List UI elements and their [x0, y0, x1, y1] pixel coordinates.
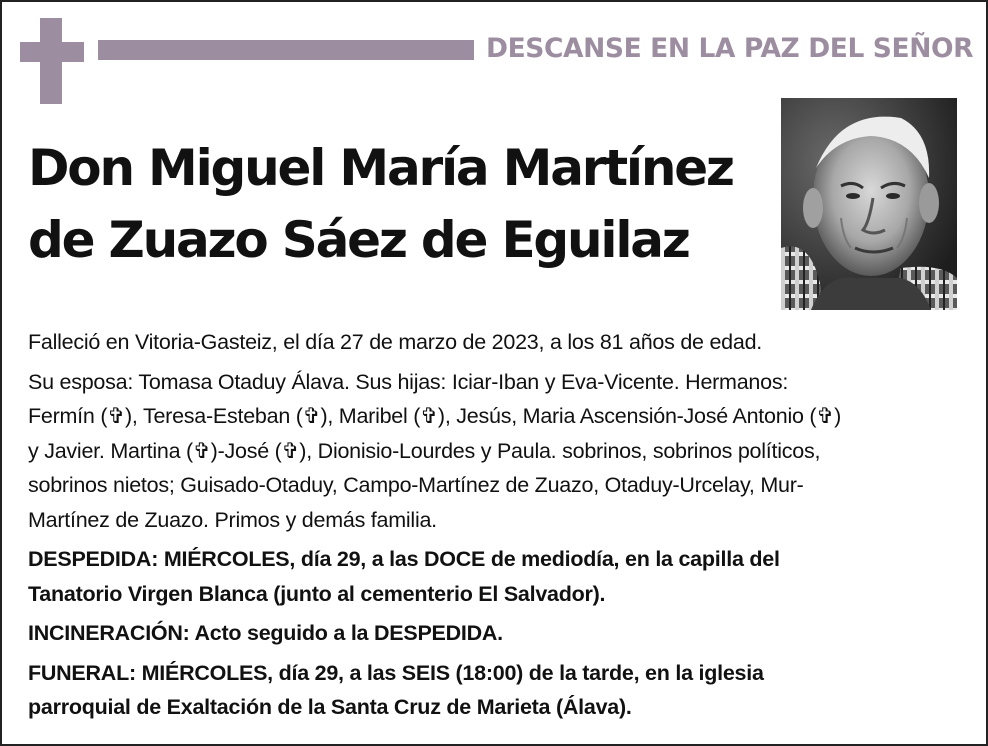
portrait-photo — [781, 98, 957, 310]
header-title: DESCANSE EN LA PAZ DEL SEÑOR — [486, 33, 974, 64]
funeral-line: FUNERAL: MIÉRCOLES, día 29, a las SEIS (18:00) de la tarde, en la iglesia — [28, 660, 764, 685]
despedida-paragraph — [28, 542, 968, 611]
deceased-name-line2: de Zuazo Sáez de Eguilaz — [28, 211, 689, 269]
funeral-paragraph — [28, 656, 968, 725]
family-line: Su esposa: Tomasa Otaduy Álava. Sus hijas: Iciar-Iban y Eva-Vicente. Hermanos: — [28, 369, 789, 394]
cross-icon — [20, 18, 84, 104]
family-line: Martínez de Zuazo. Primos y demás familia. — [28, 507, 437, 532]
header-divider-bar — [98, 40, 474, 60]
family-paragraph — [28, 365, 968, 538]
family-line: y Javier. Martina (✞)-José (✞), Dionisio-Lourdes y Paula. sobrinos, sobrinos políticos, — [28, 438, 821, 463]
family-line: sobrinos nietos; Guisado-Otaduy, Campo-Martínez de Zuazo, Otaduy-Urcelay, Mur- — [28, 473, 804, 497]
funeral-line: parroquial de Exaltación de la Santa Cruz de Marieta (Álava). — [28, 695, 632, 719]
deceased-name-line1: Don Miguel María Martínez — [28, 139, 733, 197]
despedida-line: Tanatorio Virgen Blanca (junto al cementerio El Salvador). — [28, 581, 606, 606]
obituary-body — [28, 325, 968, 730]
incineracion-paragraph: INCINERACIÓN: Acto seguido a la DESPEDIDA. — [28, 621, 503, 645]
death-notice: Falleció en Vitoria-Gasteiz, el día 27 de marzo de 2023, a los 81 años de edad. — [28, 330, 763, 354]
family-line: Fermín (✞), Teresa-Esteban (✞), Maribel (✞), Jesús, Maria Ascensión-José Antonio (✞) — [28, 404, 841, 428]
despedida-line: DESPEDIDA: MIÉRCOLES, día 29, a las DOCE de mediodía, en la capilla del — [28, 547, 780, 571]
deceased-name — [28, 132, 788, 276]
